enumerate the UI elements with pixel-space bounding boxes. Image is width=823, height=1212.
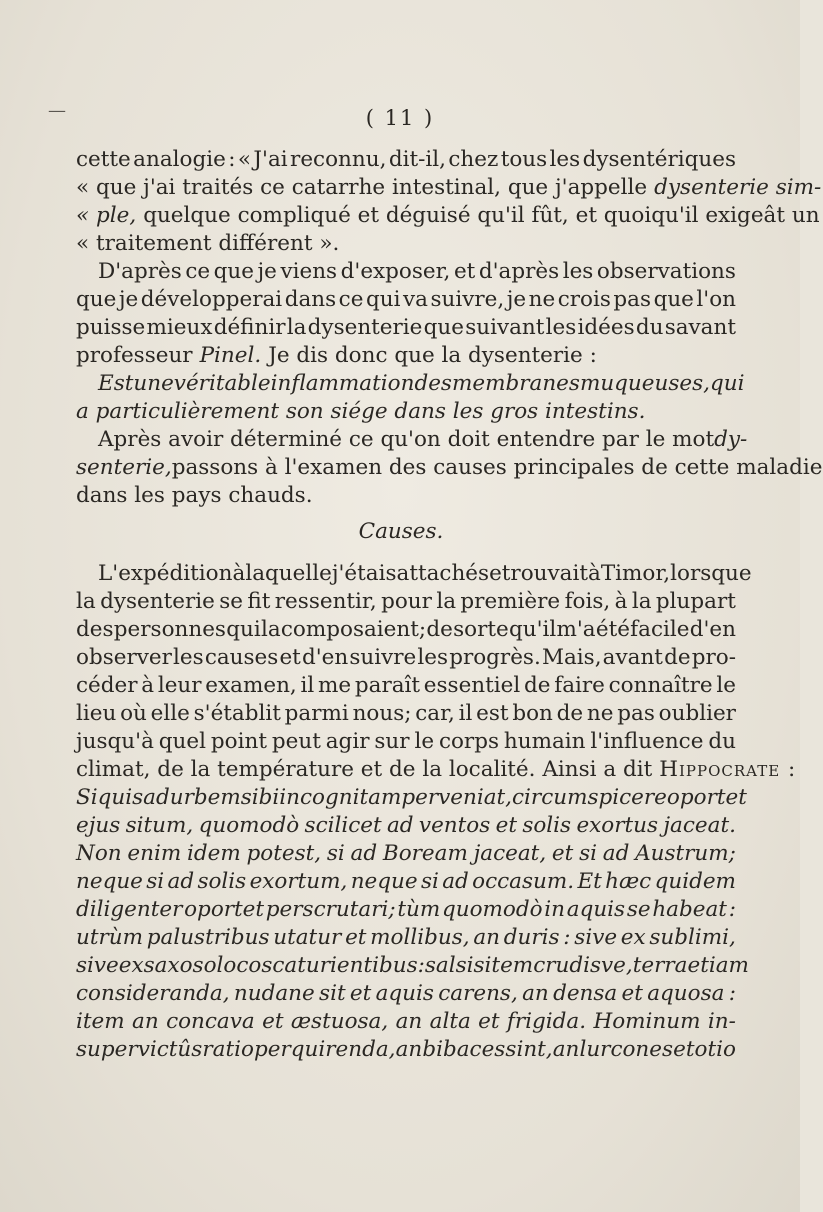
text-line: la dysenterie se fit ressentir, pour la première fois, à la plupart [76,589,736,614]
text-line: « que j'ai traités ce catarrhe intestinal, que j'appelle dysenterie sim- [76,175,822,200]
text-line: climat, de la température et de la localité. Ainsi a dit Hippocrate : [76,757,797,782]
text-line: des personnes qui la composaient; de sorte qu'il m'a été facile d'en [76,617,736,642]
page-body [76,146,823,1064]
text-line: « traitement différent ». [76,231,340,256]
text-line: Après avoir déterminé ce qu'on doit entendre par le mot dy- [98,427,748,452]
latin-quote-line: neque si ad solis exortum, neque si ad occasum. Et hæc quidem [76,869,736,894]
margin-mark: — [48,100,66,121]
text-line: dans les pays chauds. [76,483,313,508]
text-line: observer les causes et d'en suivre les progrès. Mais, avant de pro- [76,645,736,670]
latin-quote-line: ejus situm, quomodò scilicet ad ventos et solis exortus jaceat. [76,813,736,838]
latin-quote-line: Non enim idem potest, si ad Boream jaceat, et si ad Austrum; [76,841,736,866]
latin-quote-line: consideranda, nudane sit et aquis carens, an densa et aquosa : [76,981,736,1006]
latin-quote-line: sive ex saxoso loco scaturientibus : salsis item crudisve, terra etiam [76,953,749,978]
definition-line: Est une véritable inflammation des membranes muqueuses, qui [98,371,745,396]
latin-quote-line: item an concava et æstuosa, an alta et frigida. Hominum in- [76,1009,736,1034]
definition-line: a particulièrement son siége dans les gros intestins. [76,399,646,424]
text-line: L'expédition à laquelle j'étais attaché se trouvait à Timor, lorsque [98,561,752,586]
text-line: lieu où elle s'établit parmi nous; car, il est bon de ne pas oublier [76,701,736,726]
section-heading: Causes. [358,519,444,544]
text-line: puisse mieux définir la dysenterie que suivant les idées du savant [76,315,736,340]
latin-quote-line: super victûs ratio perquirenda, an bibaces sint, an lurcones et otio [76,1037,736,1062]
text-line: professeur Pinel. Je dis donc que la dysenterie : [76,343,597,368]
latin-quote-line: utrùm palustribus utatur et mollibus, an duris : sive ex sublimi, [76,925,736,950]
page-number: ( 11 ) [365,106,435,130]
text-line: jusqu'à quel point peut agir sur le corps humain l'influence du [76,729,736,754]
text-line: que je développerai dans ce qui va suivre, je ne crois pas que l'on [76,287,736,312]
latin-quote-line: diligenter oportet perscrutari; tùm quomodò in aquis se habeat : [76,897,736,922]
text-line: céder à leur examen, il me paraît essentiel de faire connaître le [76,673,736,698]
text-line: D'après ce que je viens d'exposer, et d'après les observations [98,259,736,284]
latin-quote-line: Si quis ad urbem sibi incognitam perveniat, circumspicere oportet [76,785,747,810]
text-line: senterie, passons à l'examen des causes principales de cette maladie [76,455,823,480]
text-line: cette analogie : « J'ai reconnu, dit-il, chez tous les dysentériques [76,147,736,172]
text-line: « ple, quelque compliqué et déguisé qu'il fût, et quoiqu'il exigeât un [76,203,820,228]
